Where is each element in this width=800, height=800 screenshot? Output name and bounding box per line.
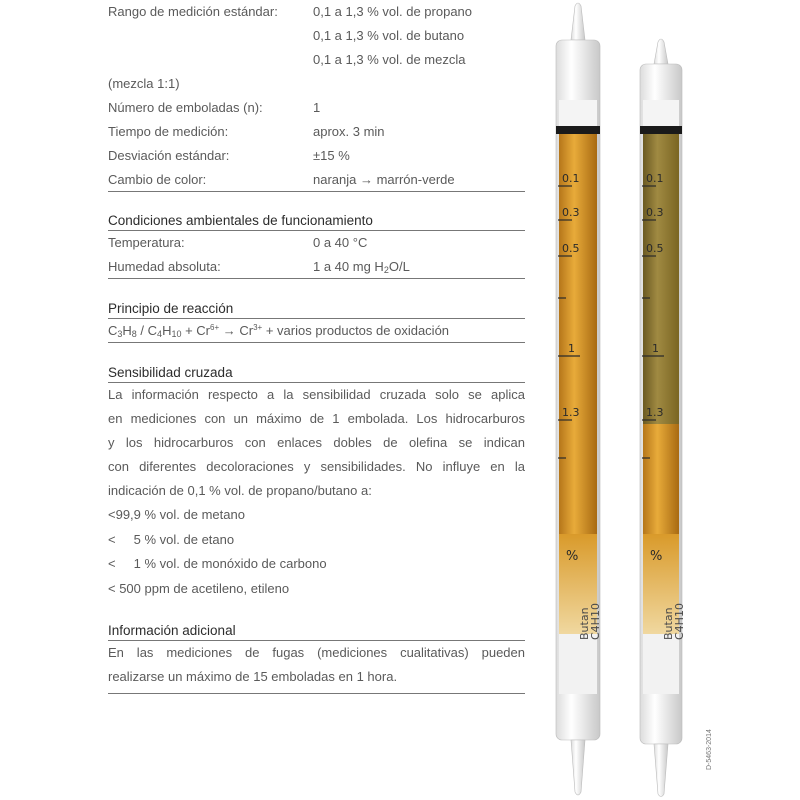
spec-row <box>108 144 525 168</box>
cross-paragraph <box>108 383 525 503</box>
spec-label: Número de emboladas (n): <box>108 100 263 115</box>
tube-label: Butan <box>662 607 675 640</box>
spec-value: 0,1 a 1,3 % vol. de propano <box>313 4 473 19</box>
spec-row <box>108 96 525 120</box>
cross-sensitivity-section <box>108 363 525 601</box>
spec-row-range <box>108 48 525 72</box>
tube-right <box>640 39 686 797</box>
list-item: < 500 ppm de acetileno, etileno <box>108 580 290 596</box>
percent-mark: % <box>566 549 579 564</box>
scale-mark: 1 <box>568 342 575 355</box>
scale-mark: 1.3 <box>646 406 664 419</box>
condition-row <box>108 255 525 279</box>
scale-mark: 0.5 <box>562 242 580 255</box>
para-line: indicación de 0,1 % vol. de propano/butano a: <box>108 483 372 498</box>
spec-row <box>108 120 525 144</box>
condition-row <box>108 231 525 255</box>
tube-label: Butan <box>578 607 591 640</box>
para-line: realizarse un máximo de 15 emboladas en 1 hora. <box>108 665 525 694</box>
condition-value: 0 a 40 °C <box>313 235 368 250</box>
list-item: < 5 % vol. de etano <box>108 531 235 547</box>
section-title: Condiciones ambientales de funcionamiento <box>108 211 525 231</box>
additional-section <box>108 621 525 694</box>
reaction-formula: $C_3H_8 / C_4H_{10} + Cr^{6+} \to Cr^{3+}$ + varios productos de oxidación <box>108 319 525 343</box>
reaction-section <box>108 299 525 343</box>
condition-value: 1 a 40 mg $H_2O/L$ <box>313 259 410 275</box>
spec-value: 1 <box>313 100 321 115</box>
section-title: Información adicional <box>108 621 525 641</box>
spec-label: Desviación estándar: <box>108 148 230 163</box>
para-line: En las mediciones de fugas (mediciones cualitativas) pueden <box>108 645 525 660</box>
spec-value: naranja → marrón-verde <box>313 172 455 187</box>
spec-label: Rango de medición estándar: <box>108 4 278 19</box>
condition-label: Humedad absoluta: <box>108 259 221 274</box>
image-credit: D-5463-2014 <box>706 729 713 770</box>
spec-label: Cambio de color: <box>108 172 207 187</box>
scale-mark: 0.1 <box>646 172 664 185</box>
detector-tubes-illustration <box>540 0 710 800</box>
scale-mark: 0.3 <box>646 206 664 219</box>
spec-value: ±15 % <box>313 148 350 163</box>
scale-mark: 1.3 <box>562 406 580 419</box>
condition-label: Temperatura: <box>108 235 185 250</box>
list-item: <99,9 % vol. de metano <box>108 507 245 522</box>
data-sheet <box>108 0 525 694</box>
spec-label: Tiempo de medición: <box>108 124 229 139</box>
section-title: Principio de reacción <box>108 299 525 319</box>
tube-formula: C4H10 <box>589 603 602 640</box>
conditions-section <box>108 211 525 279</box>
para-line: con diferentes decoloraciones y sensibilidades. No influye en la <box>108 459 525 474</box>
scale-mark: 0.3 <box>562 206 580 219</box>
para-line: y los hidrocarburos con enlaces dobles de olefina se indican <box>108 435 525 450</box>
spec-value: aprox. 3 min <box>313 124 385 139</box>
para-line: La información respecto a la sensibilidad cruzada solo se aplica <box>108 387 525 402</box>
spec-value: 0,1 a 1,3 % vol. de mezcla <box>313 52 466 67</box>
spec-row <box>108 168 525 192</box>
specs-table <box>108 0 525 192</box>
list-item: < 1 % vol. de monóxido de carbono <box>108 556 327 571</box>
para-line: en mediciones con un máximo de 1 embolada. Los hidrocarburos <box>108 411 525 426</box>
spec-row-range <box>108 0 525 24</box>
spec-value: 0,1 a 1,3 % vol. de butano <box>313 28 465 43</box>
tube-left <box>556 3 602 795</box>
scale-mark: 0.5 <box>646 242 664 255</box>
tube-formula: C4H10 <box>673 603 686 640</box>
spec-row-range <box>108 24 525 48</box>
scale-mark: 1 <box>652 342 659 355</box>
section-title: Sensibilidad cruzada <box>108 363 525 383</box>
scale-mark: 0.1 <box>562 172 580 185</box>
mezcla-note: (mezcla 1:1) <box>108 76 180 91</box>
percent-mark: % <box>650 549 663 564</box>
